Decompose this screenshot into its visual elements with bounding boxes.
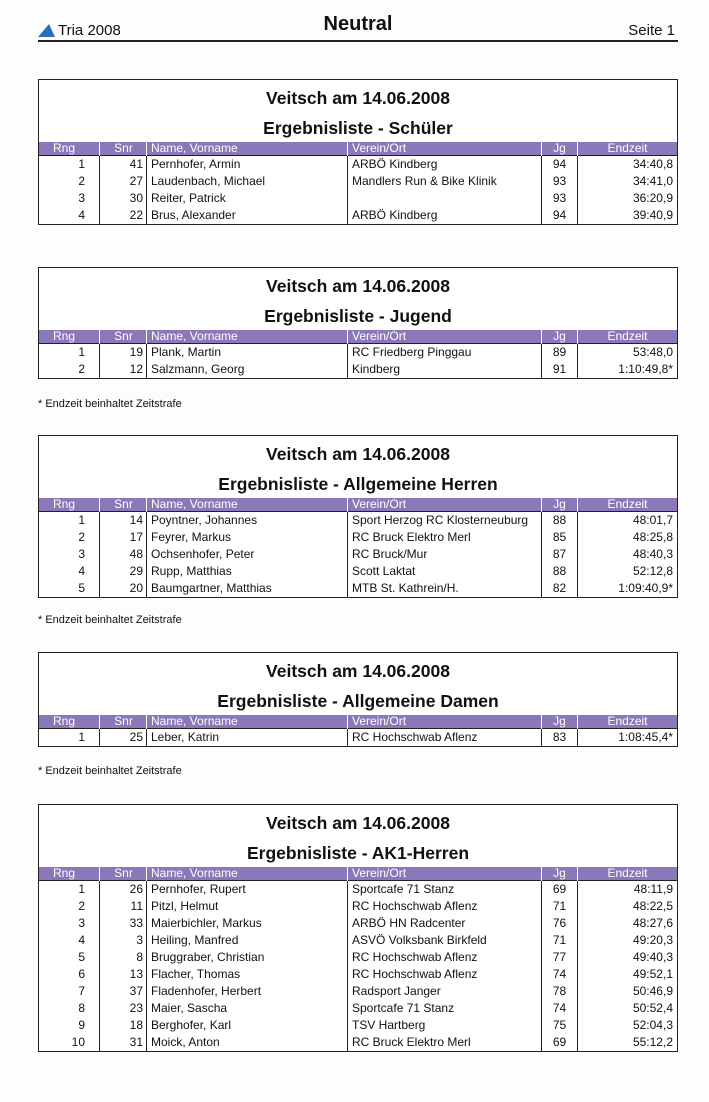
cell-name: Heiling, Manfred xyxy=(147,932,348,949)
cell-name: Pitzl, Helmut xyxy=(147,898,348,915)
cell-finish-time: 48:25,8 xyxy=(632,530,673,544)
cell-club: TSV Hartberg xyxy=(348,1017,542,1034)
cell-name: Leber, Katrin xyxy=(147,729,348,746)
results-block xyxy=(38,79,678,225)
results-table xyxy=(39,142,677,224)
cell-rank: 3 xyxy=(39,190,100,207)
cell-finish-time: 52:12,8 xyxy=(632,564,673,578)
cell-name: Pernhofer, Armin xyxy=(147,156,348,173)
table-header-row xyxy=(39,498,677,512)
results-block xyxy=(38,652,678,747)
cell-name: Reiter, Patrick xyxy=(147,190,348,207)
table-row xyxy=(39,932,677,949)
cell-birth-year: 77 xyxy=(542,949,578,966)
column-header-club: Verein/Ort xyxy=(348,715,542,729)
cell-start-number: 41 xyxy=(100,156,147,173)
block-subtitle: Ergebnisliste - AK1-Herren xyxy=(246,843,470,863)
cell-finish-time: 49:20,3 xyxy=(632,933,673,947)
cell-start-number: 31 xyxy=(100,1034,147,1051)
cell-rank: 5 xyxy=(39,580,100,597)
cell-birth-year: 89 xyxy=(542,344,578,361)
cell-finish-time: 34:41,0 xyxy=(632,174,673,188)
table-row xyxy=(39,898,677,915)
cell-name: Plank, Martin xyxy=(147,344,348,361)
cell-finish-time: 49:40,3 xyxy=(632,950,673,964)
table-header-row xyxy=(39,142,677,156)
cell-start-number: 18 xyxy=(100,1017,147,1034)
header-left-text: Tria 2008 xyxy=(58,22,121,39)
table-row xyxy=(39,207,677,224)
results-block xyxy=(38,435,678,598)
cell-birth-year: 83 xyxy=(542,729,578,746)
cell-birth-year: 85 xyxy=(542,529,578,546)
cell-birth-year: 71 xyxy=(542,898,578,915)
cell-birth-year: 71 xyxy=(542,932,578,949)
block-title: Veitsch am 14.06.2008 xyxy=(266,661,450,681)
cell-birth-year: 74 xyxy=(542,966,578,983)
cell-finish-time: 48:40,3 xyxy=(632,547,673,561)
cell-club: ARBÖ Kindberg xyxy=(348,207,542,224)
results-block xyxy=(38,804,678,1052)
cell-start-number: 19 xyxy=(100,344,147,361)
cell-finish-time: 1:09:40,9* xyxy=(618,581,673,595)
column-header-birth-year: Jg xyxy=(542,330,578,344)
cell-name: Moick, Anton xyxy=(147,1034,348,1051)
cell-birth-year: 94 xyxy=(542,207,578,224)
cell-birth-year: 88 xyxy=(542,512,578,529)
cell-club: Sportcafe 71 Stanz xyxy=(348,881,542,898)
cell-club: RC Bruck/Mur xyxy=(348,546,542,563)
table-row xyxy=(39,546,677,563)
block-title: Veitsch am 14.06.2008 xyxy=(266,88,450,108)
cell-club: ARBÖ Kindberg xyxy=(348,156,542,173)
cell-rank: 8 xyxy=(39,1000,100,1017)
cell-club: RC Hochschwab Aflenz xyxy=(348,966,542,983)
column-header-name: Name, Vorname xyxy=(147,142,348,156)
results-table xyxy=(39,715,677,746)
cell-start-number: 26 xyxy=(100,881,147,898)
column-header-club: Verein/Ort xyxy=(348,867,542,881)
cell-rank: 1 xyxy=(39,156,100,173)
cell-start-number: 23 xyxy=(100,1000,147,1017)
cell-rank: 1 xyxy=(39,344,100,361)
cell-name: Ochsenhofer, Peter xyxy=(147,546,348,563)
penalty-footnote: * Endzeit beinhaltet Zeitstrafe xyxy=(38,614,182,626)
penalty-footnote: * Endzeit beinhaltet Zeitstrafe xyxy=(38,398,182,410)
cell-name: Poyntner, Johannes xyxy=(147,512,348,529)
penalty-footnote: * Endzeit beinhaltet Zeitstrafe xyxy=(38,765,182,777)
column-header-start-number: Snr xyxy=(100,715,147,729)
cell-name: Maierbichler, Markus xyxy=(147,915,348,932)
cell-name: Rupp, Matthias xyxy=(147,563,348,580)
block-title: Veitsch am 14.06.2008 xyxy=(266,444,450,464)
column-header-birth-year: Jg xyxy=(542,715,578,729)
table-row xyxy=(39,915,677,932)
cell-birth-year: 82 xyxy=(542,580,578,597)
table-row xyxy=(39,881,677,898)
cell-club: Scott Laktat xyxy=(348,563,542,580)
results-table xyxy=(39,498,677,597)
column-header-rank: Rng xyxy=(39,498,100,512)
table-row xyxy=(39,190,677,207)
column-header-name: Name, Vorname xyxy=(147,498,348,512)
page-number: Seite 1 xyxy=(628,22,675,39)
cell-birth-year: 88 xyxy=(542,563,578,580)
column-header-club: Verein/Ort xyxy=(348,330,542,344)
table-row xyxy=(39,1000,677,1017)
table-row xyxy=(39,1034,677,1051)
block-title: Veitsch am 14.06.2008 xyxy=(266,813,450,833)
cell-finish-time: 50:46,9 xyxy=(632,984,673,998)
cell-rank: 1 xyxy=(39,881,100,898)
table-row xyxy=(39,729,677,746)
cell-birth-year: 93 xyxy=(542,173,578,190)
cell-finish-time: 55:12,2 xyxy=(632,1035,673,1049)
cell-finish-time: 39:40,9 xyxy=(632,208,673,222)
table-row xyxy=(39,361,677,378)
cell-finish-time: 36:20,9 xyxy=(632,191,673,205)
cell-club: RC Bruck Elektro Merl xyxy=(348,1034,542,1051)
cell-club: Kindberg xyxy=(348,361,542,378)
cell-rank: 2 xyxy=(39,361,100,378)
cell-birth-year: 93 xyxy=(542,190,578,207)
block-subtitle: Ergebnisliste - Allgemeine Damen xyxy=(217,691,499,711)
cell-finish-time: 50:52,4 xyxy=(632,1001,673,1015)
results-table xyxy=(39,330,677,378)
cell-birth-year: 74 xyxy=(542,1000,578,1017)
table-row xyxy=(39,563,677,580)
cell-rank: 10 xyxy=(39,1034,100,1051)
cell-rank: 6 xyxy=(39,966,100,983)
cell-rank: 2 xyxy=(39,529,100,546)
cell-finish-time: 48:11,9 xyxy=(578,881,678,898)
block-subtitle: Ergebnisliste - Schüler xyxy=(263,118,453,138)
cell-start-number: 48 xyxy=(100,546,147,563)
cell-name: Berghofer, Karl xyxy=(147,1017,348,1034)
column-header-start-number: Snr xyxy=(100,330,147,344)
cell-birth-year: 91 xyxy=(542,361,578,378)
cell-rank: 2 xyxy=(39,173,100,190)
cell-start-number: 22 xyxy=(100,207,147,224)
column-header-rank: Rng xyxy=(39,867,100,881)
cell-rank: 4 xyxy=(39,932,100,949)
cell-club: ASVÖ Volksbank Birkfeld xyxy=(348,932,542,949)
column-header-finish-time: Endzeit xyxy=(607,866,648,880)
page-header xyxy=(38,10,678,42)
cell-finish-time: 34:40,8 xyxy=(578,156,678,173)
table-row xyxy=(39,983,677,1000)
cell-finish-time: 48:01,7 xyxy=(578,512,678,529)
block-title: Veitsch am 14.06.2008 xyxy=(266,276,450,296)
column-header-birth-year: Jg xyxy=(542,142,578,156)
results-table xyxy=(39,867,677,1051)
cell-start-number: 27 xyxy=(100,173,147,190)
cell-name: Pernhofer, Rupert xyxy=(147,881,348,898)
cell-rank: 9 xyxy=(39,1017,100,1034)
cell-start-number: 11 xyxy=(100,898,147,915)
cell-start-number: 8 xyxy=(100,949,147,966)
cell-start-number: 25 xyxy=(100,729,147,746)
cell-club: Radsport Janger xyxy=(348,983,542,1000)
cell-birth-year: 69 xyxy=(542,881,578,898)
block-subtitle: Ergebnisliste - Allgemeine Herren xyxy=(218,474,498,494)
cell-club: RC Bruck Elektro Merl xyxy=(348,529,542,546)
cell-finish-time: 1:10:49,8* xyxy=(618,362,673,376)
table-row xyxy=(39,173,677,190)
cell-birth-year: 76 xyxy=(542,915,578,932)
cell-finish-time: 49:52,1 xyxy=(632,967,673,981)
cell-name: Feyrer, Markus xyxy=(147,529,348,546)
cell-rank: 3 xyxy=(39,546,100,563)
column-header-start-number: Snr xyxy=(100,867,147,881)
cell-start-number: 29 xyxy=(100,563,147,580)
cell-name: Baumgartner, Matthias xyxy=(147,580,348,597)
cell-rank: 2 xyxy=(39,898,100,915)
cell-birth-year: 69 xyxy=(542,1034,578,1051)
table-header-row xyxy=(39,715,677,729)
cell-club xyxy=(348,190,542,207)
table-header-row xyxy=(39,330,677,344)
column-header-finish-time: Endzeit xyxy=(607,141,648,155)
block-subtitle: Ergebnisliste - Jugend xyxy=(264,306,452,326)
column-header-name: Name, Vorname xyxy=(147,715,348,729)
cell-start-number: 37 xyxy=(100,983,147,1000)
cell-rank: 4 xyxy=(39,563,100,580)
cell-finish-time: 48:27,6 xyxy=(632,916,673,930)
header-title: Neutral xyxy=(323,13,393,35)
cell-start-number: 20 xyxy=(100,580,147,597)
cell-name: Salzmann, Georg xyxy=(147,361,348,378)
table-header-row xyxy=(39,867,677,881)
column-header-birth-year: Jg xyxy=(542,867,578,881)
cell-rank: 4 xyxy=(39,207,100,224)
results-block xyxy=(38,267,678,379)
cell-club: Mandlers Run & Bike Klinik xyxy=(348,173,542,190)
cell-start-number: 17 xyxy=(100,529,147,546)
cell-birth-year: 75 xyxy=(542,1017,578,1034)
cell-birth-year: 78 xyxy=(542,983,578,1000)
column-header-name: Name, Vorname xyxy=(147,867,348,881)
column-header-finish-time: Endzeit xyxy=(607,329,648,343)
column-header-rank: Rng xyxy=(39,715,100,729)
table-row xyxy=(39,529,677,546)
table-row xyxy=(39,512,677,529)
cell-rank: 7 xyxy=(39,983,100,1000)
cell-name: Bruggraber, Christian xyxy=(147,949,348,966)
cell-name: Flacher, Thomas xyxy=(147,966,348,983)
cell-finish-time: 48:22,5 xyxy=(632,899,673,913)
cell-club: ARBÖ HN Radcenter xyxy=(348,915,542,932)
cell-finish-time: 1:08:45,4* xyxy=(578,729,678,746)
cell-club: RC Hochschwab Aflenz xyxy=(348,898,542,915)
cell-start-number: 30 xyxy=(100,190,147,207)
table-row xyxy=(39,580,677,597)
column-header-birth-year: Jg xyxy=(542,498,578,512)
cell-start-number: 13 xyxy=(100,966,147,983)
column-header-rank: Rng xyxy=(39,142,100,156)
cell-start-number: 33 xyxy=(100,915,147,932)
column-header-name: Name, Vorname xyxy=(147,330,348,344)
cell-name: Laudenbach, Michael xyxy=(147,173,348,190)
cell-rank: 5 xyxy=(39,949,100,966)
table-row xyxy=(39,966,677,983)
cell-club: Sport Herzog RC Klosterneuburg xyxy=(348,512,542,529)
cell-rank: 1 xyxy=(39,512,100,529)
table-row xyxy=(39,1017,677,1034)
cell-start-number: 14 xyxy=(100,512,147,529)
column-header-start-number: Snr xyxy=(100,142,147,156)
cell-club: RC Hochschwab Aflenz xyxy=(348,729,542,746)
cell-rank: 1 xyxy=(39,729,100,746)
column-header-club: Verein/Ort xyxy=(348,498,542,512)
table-row xyxy=(39,949,677,966)
cell-rank: 3 xyxy=(39,915,100,932)
cell-club: Sportcafe 71 Stanz xyxy=(348,1000,542,1017)
cell-start-number: 3 xyxy=(100,932,147,949)
column-header-rank: Rng xyxy=(39,330,100,344)
cell-club: RC Hochschwab Aflenz xyxy=(348,949,542,966)
table-row xyxy=(39,344,677,361)
cell-birth-year: 87 xyxy=(542,546,578,563)
table-row xyxy=(39,156,677,173)
cell-finish-time: 53:48,0 xyxy=(578,344,678,361)
cell-name: Maier, Sascha xyxy=(147,1000,348,1017)
cell-birth-year: 94 xyxy=(542,156,578,173)
cell-club: MTB St. Kathrein/H. xyxy=(348,580,542,597)
column-header-club: Verein/Ort xyxy=(348,142,542,156)
cell-name: Brus, Alexander xyxy=(147,207,348,224)
cell-finish-time: 52:04,3 xyxy=(632,1018,673,1032)
column-header-finish-time: Endzeit xyxy=(607,714,648,728)
cell-club: RC Friedberg Pinggau xyxy=(348,344,542,361)
cell-start-number: 12 xyxy=(100,361,147,378)
column-header-finish-time: Endzeit xyxy=(607,497,648,511)
cell-name: Fladenhofer, Herbert xyxy=(147,983,348,1000)
column-header-start-number: Snr xyxy=(100,498,147,512)
